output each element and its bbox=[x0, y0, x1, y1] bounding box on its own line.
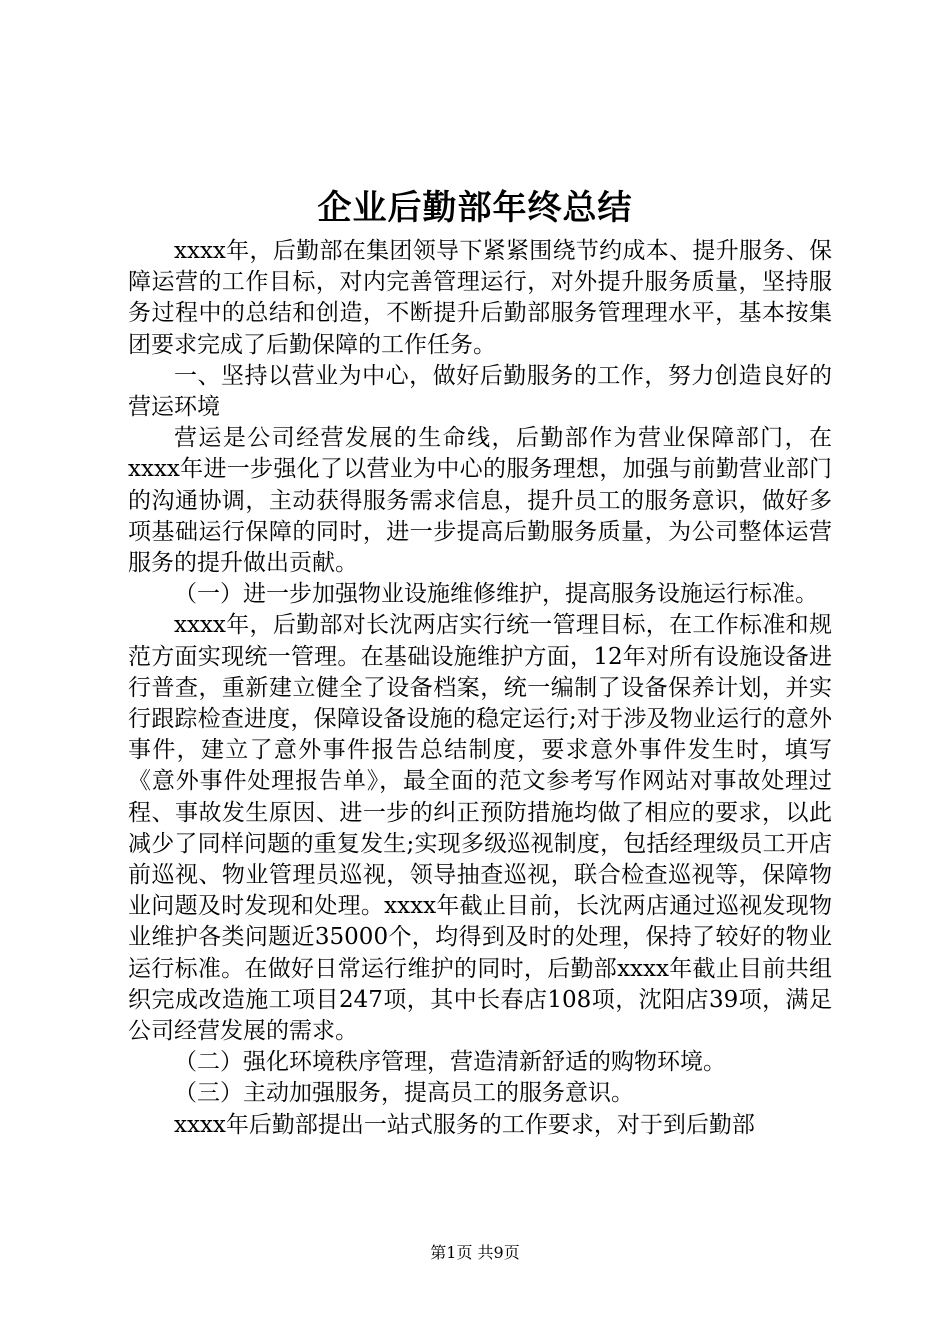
subsection-heading-1: （一）进一步加强物业设施维修维护，提高服务设施运行标准。 bbox=[174, 581, 818, 608]
paragraph-one-stop-service: xxxx年后勤部提出一站式服务的工作要求，对于到后勤部 bbox=[174, 1111, 755, 1138]
paragraph-operations: 营运是公司经营发展的生命线，后勤部作为营业保障部门，在xxxx年进一步强化了以营业为中心的服务理想，加强与前勤营业部门的沟通协调，主动获得服务需求信息，提升员工的服务意识，做好多项基础运行保障的同时，进一步提高后勤服务质量，为公司整体运营服务的提升做出贡献。 bbox=[128, 425, 832, 577]
section-heading-1: 一、坚持以营业为中心，做好后勤服务的工作，努力创造良好的营运环境 bbox=[128, 362, 832, 421]
document-body bbox=[128, 236, 832, 1141]
document-title: 企业后勤部年终总结 bbox=[317, 188, 633, 228]
subsection-heading-2: （二）强化环境秩序管理，营造清新舒适的购物环境。 bbox=[174, 1049, 726, 1076]
page-footer: 第1页 共9页 bbox=[430, 1243, 520, 1262]
paragraph-maintenance: xxxx年，后勤部对长沈两店实行统一管理目标，在工作标准和规范方面实现统一管理。在基础设施维护方面，12年对所有设施设备进行普查，重新建立健全了设备档案，统一编制了设备保养计划，并实行跟踪检查进度，保障设备设施的稳定运行;对于涉及物业运行的意外事件，建立了意外事件报告总结制度，要求意外事件发生时，填写《意外事件处理报告单》，最全面的范文参考写作网站对事故处理过程、事故发生原因、进一步的纠正预防措施均做了相应的要求，以此减少了同样问题的重复发生;实现多级巡视制度，包括经理级员工开店前巡视、物业管理员巡视，领导抽查巡视，联合检查巡视等，保障物业问题及时发现和处理。xxxx年截止目前，长沈两店通过巡视发现物业维护各类问题近35000个，均得到及时的处理，保持了较好的物业运行标准。在做好日常运行维护的同时，后勤部xxxx年截止目前共组织完成改造施工项目247项，其中长春店108项，沈阳店39项，满足公司经营发展的需求。 bbox=[128, 612, 832, 1045]
subsection-heading-3: （三）主动加强服务，提高员工的服务意识。 bbox=[174, 1080, 634, 1107]
paragraph-intro: xxxx年，后勤部在集团领导下紧紧围绕节约成本、提升服务、保障运营的工作目标，对内完善管理运行，对外提升服务质量，坚持服务过程中的总结和创造，不断提升后勤部服务管理理水平，基本按集团要求完成了后勤保障的工作任务。 bbox=[128, 238, 832, 358]
